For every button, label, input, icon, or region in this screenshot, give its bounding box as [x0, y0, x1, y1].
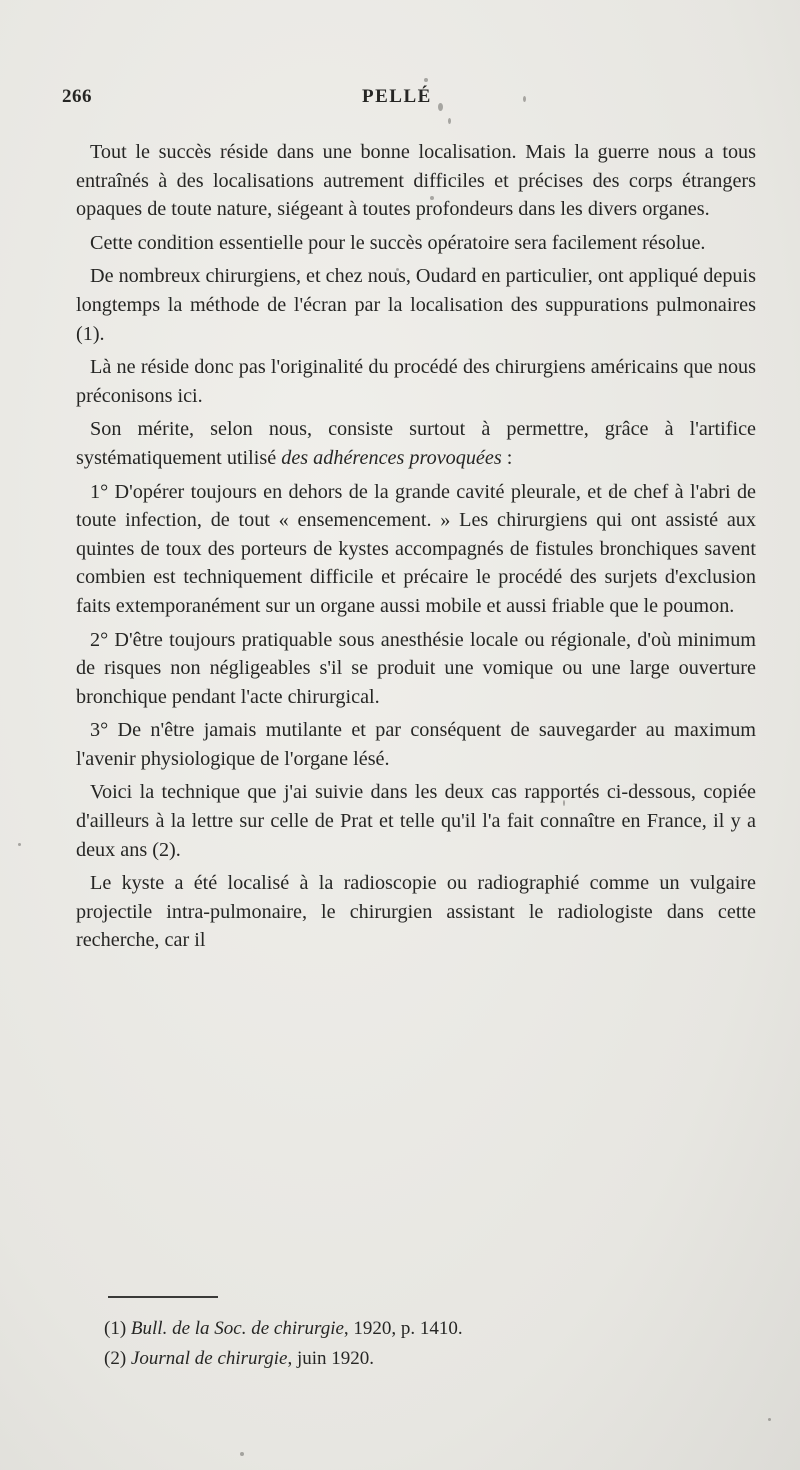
- footnote: [104, 1344, 664, 1374]
- footnote-journal: Bull. de la Soc. de chirurgie: [130, 1318, 344, 1339]
- running-head: PELLÉ: [362, 86, 432, 107]
- footnote-details: , 1920, p. 1410.: [343, 1318, 463, 1339]
- paragraph-text: Son mérite, selon nous, consiste surtout à permettre, grâce à l'artifice systématiquement utilisé: [76, 418, 756, 469]
- paragraph: 1° D'opérer toujours en dehors de la grande cavité pleurale, et de chef à l'abri de toute infection, de tout « ensemencement. » Les chirurgiens qui ont assisté aux quintes de toux des porteurs de kystes accompagnés de fistules bronchiques savent combien est techniquement difficile et précaire le procédé des surjets d'exclusion faits extemporanément sur un organe aussi mobile et aussi friable que le poumon.: [76, 480, 756, 617]
- paragraph: Tout le succès réside dans une bonne localisation. Mais la guerre nous a tous entraînés à des localisations autrement difficiles et précises des corps étrangers opaques de toute nature, siégeant à toutes profondeurs dans les divers organes.: [76, 141, 756, 221]
- paragraph: Cette condition essentielle pour le succès opératoire sera facilement résolue.: [90, 231, 706, 254]
- paragraph-text: :: [501, 446, 513, 469]
- paragraph: [76, 415, 756, 472]
- footnote-number: (1): [104, 1318, 127, 1339]
- body-text: [76, 138, 756, 955]
- paragraph: 3° De n'être jamais mutilante et par conséquent de sauvegarder au maximum l'avenir physiologique de l'organe lésé.: [76, 719, 756, 770]
- footnotes: [104, 1314, 664, 1374]
- paragraph: De nombreux chirurgiens, et chez nous, Oudard en particulier, ont appliqué depuis longtemps la méthode de l'écran par la localisation des suppurations pulmonaires (1).: [76, 265, 756, 345]
- footnote-divider: [108, 1296, 218, 1298]
- paragraph: Le kyste a été localisé à la radioscopie ou radiographié comme un vulgaire projectile intra-pulmonaire, le chirurgien assistant le radiologiste dans cette recherche, car il: [76, 872, 756, 952]
- footnote-details: , juin 1920.: [287, 1348, 375, 1369]
- paragraph: Voici la technique que j'ai suivie dans les deux cas rapportés ci-dessous, copiée d'ailleurs à la lettre sur celle de Prat et telle qu'il l'a fait connaître en France, il y a deux ans (2).: [76, 781, 756, 861]
- page-number: 266: [62, 86, 92, 107]
- emphasized-text: des adhérences provoquées: [281, 446, 502, 469]
- paragraph: Là ne réside donc pas l'originalité du procédé des chirurgiens américains que nous préconisons ici.: [76, 356, 756, 407]
- footnote-journal: Journal de chirurgie: [130, 1348, 288, 1369]
- footnote: [104, 1314, 664, 1344]
- footnote-number: (2): [104, 1348, 127, 1369]
- page-header: [62, 86, 738, 114]
- paragraph: 2° D'être toujours pratiquable sous anesthésie locale ou régionale, d'où minimum de risques non négligeables s'il se produit une vomique ou une large ouverture bronchique pendant l'acte chirurgical.: [76, 628, 756, 708]
